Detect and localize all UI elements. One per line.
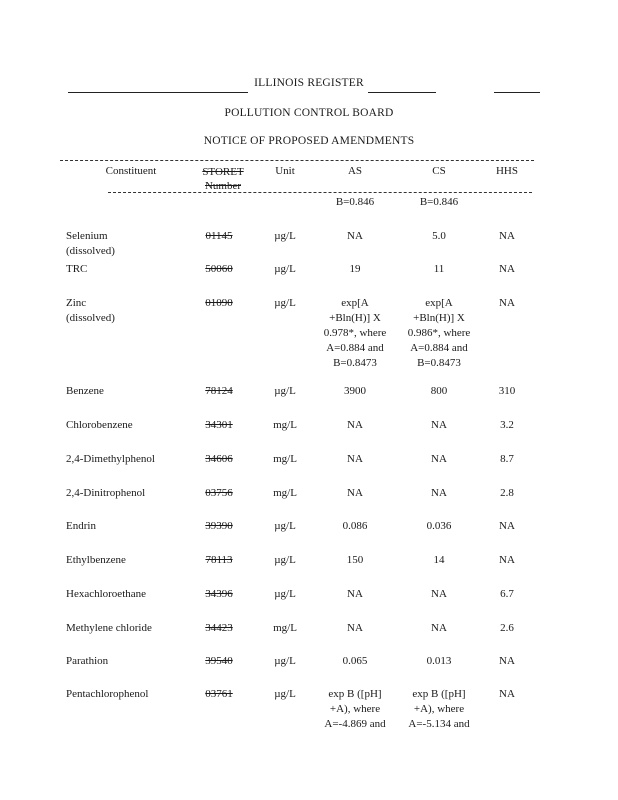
storet-number-line: 03756 <box>205 487 233 499</box>
as-value-line: NA <box>347 487 363 499</box>
cs-value-line: 5.0 <box>432 230 446 242</box>
constituent-name-line: Selenium <box>66 230 108 242</box>
constituent-name-line: Parathion <box>66 655 109 667</box>
cs-value-line: B=0.8473 <box>417 357 461 369</box>
constituent-name-line: 2,4-Dimethylphenol <box>66 453 155 465</box>
cs-value-line: NA <box>431 453 447 465</box>
storet-number-line: 03761 <box>205 688 233 700</box>
unit-value <box>262 296 308 311</box>
constituent-name-line: Endrin <box>66 520 96 532</box>
register-title: ILLINOIS REGISTER <box>254 77 364 89</box>
hhs-value-line: NA <box>499 263 515 275</box>
col-storet-line1: STORET <box>202 166 244 178</box>
storet-number <box>190 587 248 602</box>
unit-value-line: µg/L <box>274 520 296 532</box>
col-storet-line2: Number <box>204 180 242 192</box>
hhs-value <box>484 262 530 277</box>
cs-value-line: exp[A <box>425 297 453 309</box>
constituent-name-line: Chlorobenzene <box>66 419 133 431</box>
as-value <box>314 519 396 534</box>
constituent-name <box>66 621 196 636</box>
storet-number <box>190 519 248 534</box>
unit-value <box>262 621 308 636</box>
as-value <box>314 296 396 371</box>
constituent-name <box>66 587 196 602</box>
constituent-name <box>66 654 196 669</box>
cs-value-line: A=0.884 and <box>410 342 468 354</box>
as-value <box>314 452 396 467</box>
hhs-value-line: 8.7 <box>500 453 514 465</box>
cs-value <box>398 229 480 244</box>
cs-value-line: +Bln(H)] X <box>413 312 465 324</box>
constituent-name <box>66 262 196 277</box>
hhs-value <box>484 687 530 702</box>
constituent-name <box>66 486 196 501</box>
unit-value-line: mg/L <box>273 419 297 431</box>
cs-value-line: NA <box>431 588 447 600</box>
as-value-line: +Bln(H)] X <box>329 312 381 324</box>
cs-value <box>398 296 480 371</box>
as-value <box>314 229 396 244</box>
unit-value <box>262 262 308 277</box>
cs-value-line: 14 <box>433 554 445 566</box>
cs-value-line: 0.036 <box>426 520 452 532</box>
unit-value <box>262 452 308 467</box>
constituent-name <box>66 519 196 534</box>
hhs-value-line: 3.2 <box>500 419 514 431</box>
cs-value <box>398 519 480 534</box>
cs-value <box>398 621 480 636</box>
storet-number <box>190 654 248 669</box>
storet-number-line: 78124 <box>205 385 233 397</box>
storet-number <box>190 262 248 277</box>
storet-number <box>190 687 248 702</box>
col-storet <box>190 165 256 193</box>
as-value <box>314 418 396 433</box>
unit-value-line: µg/L <box>274 655 296 667</box>
as-value-line: 0.978*, where <box>323 327 387 339</box>
hhs-value-line: NA <box>499 688 515 700</box>
as-value <box>314 687 396 732</box>
unit-value <box>262 687 308 702</box>
hhs-value <box>484 553 530 568</box>
hhs-value-line: 6.7 <box>500 588 514 600</box>
unit-value-line: µg/L <box>274 297 296 309</box>
constituent-name-line: 2,4-Dinitrophenol <box>66 487 146 499</box>
constituent-name-line: TRC <box>66 263 88 275</box>
notice-title: NOTICE OF PROPOSED AMENDMENTS <box>203 135 415 147</box>
as-value-line: NA <box>347 453 363 465</box>
hhs-value-line: NA <box>499 230 515 242</box>
unit-value <box>262 384 308 399</box>
unit-value-line: mg/L <box>273 487 297 499</box>
unit-value <box>262 418 308 433</box>
storet-number-line: 39540 <box>205 655 233 667</box>
hhs-value-line: NA <box>499 655 515 667</box>
storet-number-line: 01145 <box>205 230 233 242</box>
cs-value <box>398 418 480 433</box>
header-rule-far-right <box>494 92 540 93</box>
hhs-value <box>484 452 530 467</box>
storet-number <box>190 486 248 501</box>
constituent-name <box>66 296 196 326</box>
col-constituent: Constituent <box>105 165 157 177</box>
hhs-value <box>484 229 530 244</box>
unit-value <box>262 229 308 244</box>
as-value-line: exp B ([pH] <box>328 688 382 700</box>
cs-value <box>398 654 480 669</box>
hhs-value <box>484 418 530 433</box>
as-value-line: exp[A <box>341 297 369 309</box>
storet-number-line: 34423 <box>205 622 233 634</box>
as-value-line: +A), where <box>329 703 381 715</box>
table-top-dashed-rule <box>60 160 534 161</box>
as-value <box>314 486 396 501</box>
storet-number <box>190 418 248 433</box>
header-rule-left <box>68 92 248 93</box>
cs-value <box>398 486 480 501</box>
hhs-value-line: NA <box>499 520 515 532</box>
unit-value <box>262 587 308 602</box>
constituent-name <box>66 452 196 467</box>
hhs-value-line: 310 <box>498 385 516 397</box>
cs-value-line: NA <box>431 622 447 634</box>
cs-value <box>398 452 480 467</box>
as-value <box>314 587 396 602</box>
carryover-as: B=0.846 <box>335 196 375 208</box>
as-value-line: 0.086 <box>342 520 368 532</box>
cs-value <box>398 553 480 568</box>
hhs-value-line: 2.6 <box>500 622 514 634</box>
storet-number-line: 34396 <box>205 588 233 600</box>
unit-value-line: mg/L <box>273 622 297 634</box>
as-value-line: NA <box>347 588 363 600</box>
unit-value-line: µg/L <box>274 688 296 700</box>
constituent-name-line: Ethylbenzene <box>66 554 126 566</box>
cs-value <box>398 384 480 399</box>
cs-value-line: A=-5.134 and <box>408 718 470 730</box>
storet-number <box>190 229 248 244</box>
constituent-name <box>66 687 196 702</box>
cs-value <box>398 687 480 732</box>
unit-value-line: µg/L <box>274 230 296 242</box>
as-value-line: NA <box>347 622 363 634</box>
cs-value-line: 800 <box>430 385 448 397</box>
constituent-name <box>66 384 196 399</box>
unit-value-line: mg/L <box>273 453 297 465</box>
cs-value-line: 11 <box>433 263 445 275</box>
hhs-value <box>484 654 530 669</box>
storet-number-line: 78113 <box>205 554 233 566</box>
col-as: AS <box>347 165 363 177</box>
constituent-name-line: Hexachloroethane <box>66 588 147 600</box>
hhs-value-line: NA <box>499 297 515 309</box>
cs-value-line: NA <box>431 487 447 499</box>
as-value <box>314 262 396 277</box>
unit-value <box>262 486 308 501</box>
as-value-line: 19 <box>349 263 361 275</box>
board-title: POLLUTION CONTROL BOARD <box>224 107 394 119</box>
table-header-dashed-rule <box>108 192 532 193</box>
col-cs: CS <box>432 165 446 177</box>
cs-value-line: exp B ([pH] <box>412 688 466 700</box>
as-value-line: 3900 <box>344 385 366 397</box>
storet-number <box>190 621 248 636</box>
constituent-name <box>66 553 196 568</box>
constituent-name-line: (dissolved) <box>66 312 115 324</box>
cs-value-line: NA <box>431 419 447 431</box>
cs-value <box>398 262 480 277</box>
as-value-line: A=-4.869 and <box>324 718 386 730</box>
constituent-name-line: (dissolved) <box>66 245 115 257</box>
as-value-line: A=0.884 and <box>326 342 384 354</box>
as-value-line: B=0.8473 <box>333 357 377 369</box>
cs-value <box>398 587 480 602</box>
col-unit: Unit <box>275 165 295 177</box>
constituent-name-line: Pentachlorophenol <box>66 688 149 700</box>
storet-number-line: 01090 <box>205 297 233 309</box>
constituent-name <box>66 229 196 259</box>
unit-value <box>262 654 308 669</box>
cs-value-line: 0.986*, where <box>407 327 471 339</box>
unit-value-line: µg/L <box>274 588 296 600</box>
hhs-value <box>484 296 530 311</box>
storet-number <box>190 296 248 311</box>
header-rule-right <box>368 92 436 93</box>
constituent-name-line: Benzene <box>66 385 104 397</box>
unit-value-line: µg/L <box>274 385 296 397</box>
as-value <box>314 621 396 636</box>
as-value <box>314 384 396 399</box>
as-value <box>314 654 396 669</box>
storet-number-line: 50060 <box>205 263 233 275</box>
storet-number-line: 34301 <box>205 419 233 431</box>
carryover-cs: B=0.846 <box>419 196 459 208</box>
cs-value-line: 0.013 <box>426 655 452 667</box>
hhs-value <box>484 486 530 501</box>
hhs-value <box>484 519 530 534</box>
as-value <box>314 553 396 568</box>
constituent-name-line: Zinc <box>66 297 87 309</box>
storet-number-line: 39390 <box>205 520 233 532</box>
storet-number <box>190 384 248 399</box>
as-value-line: NA <box>347 230 363 242</box>
cs-value-line: +A), where <box>413 703 465 715</box>
as-value-line: 0.065 <box>342 655 368 667</box>
col-hhs: HHS <box>495 165 518 177</box>
as-value-line: 150 <box>346 554 364 566</box>
storet-number <box>190 553 248 568</box>
unit-value <box>262 519 308 534</box>
constituent-name-line: Methylene chloride <box>66 622 152 634</box>
hhs-value <box>484 384 530 399</box>
hhs-value-line: NA <box>499 554 515 566</box>
unit-value-line: µg/L <box>274 554 296 566</box>
storet-number-line: 34606 <box>205 453 233 465</box>
as-value-line: NA <box>347 419 363 431</box>
hhs-value <box>484 587 530 602</box>
hhs-value <box>484 621 530 636</box>
hhs-value-line: 2.8 <box>500 487 514 499</box>
storet-number <box>190 452 248 467</box>
unit-value-line: µg/L <box>274 263 296 275</box>
unit-value <box>262 553 308 568</box>
constituent-name <box>66 418 196 433</box>
